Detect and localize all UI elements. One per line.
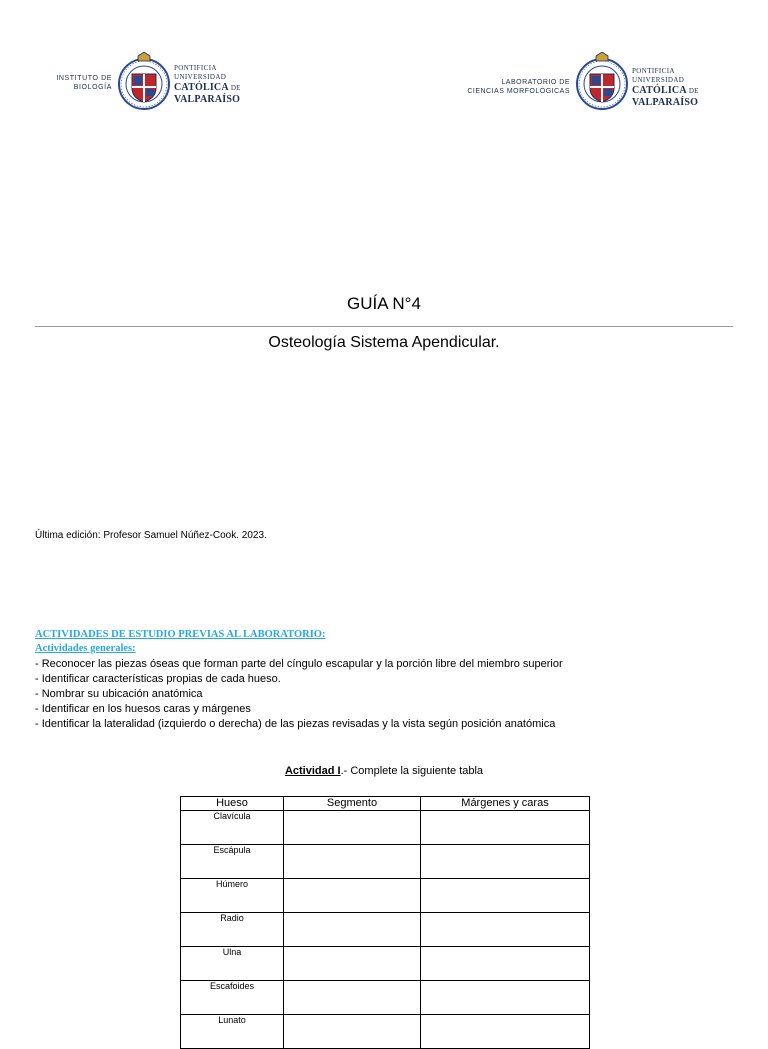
lab-name: LABORATORIO DE CIENCIAS MORFOLÓGICAS: [467, 79, 570, 95]
activity-instruction: [0, 765, 768, 777]
university-wordmark-right: PONTIFICIA UNIVERSIDAD CATÓLICA DE VALPARAÍSO: [632, 67, 699, 108]
university-seal-icon: [576, 52, 628, 112]
column-header-hueso: Hueso: [181, 797, 284, 811]
bone-name-cell: Escápula: [181, 845, 284, 879]
table-row: [181, 947, 590, 981]
university-wordmark-left: PONTIFICIA UNIVERSIDAD CATÓLICA DE VALPARAÍSO: [174, 64, 241, 105]
margins-cell[interactable]: [421, 879, 590, 913]
activity-list: [35, 657, 563, 732]
margins-cell[interactable]: [421, 947, 590, 981]
segment-cell[interactable]: [284, 1015, 421, 1049]
table-row: [181, 811, 590, 845]
list-item: - Identificar en los huesos caras y márgenes: [35, 703, 251, 715]
margins-cell[interactable]: [421, 913, 590, 947]
table-header-row: [181, 797, 590, 811]
section-subheading: Actividades generales:: [35, 643, 136, 654]
university-seal-icon: [118, 52, 170, 112]
segment-cell[interactable]: [284, 981, 421, 1015]
bone-name-cell: Húmero: [181, 879, 284, 913]
table-row: [181, 913, 590, 947]
list-item: - Identificar características propias de cada hueso.: [35, 673, 281, 685]
list-item: - Reconocer las piezas óseas que forman parte del cíngulo escapular y la porción libre del miembro superior: [35, 658, 563, 670]
segment-cell[interactable]: [284, 879, 421, 913]
table-row: [181, 981, 590, 1015]
segment-cell[interactable]: [284, 913, 421, 947]
bone-name-cell: Clavícula: [181, 811, 284, 845]
page-title: GUÍA N°4: [347, 294, 421, 313]
margins-cell[interactable]: [421, 981, 590, 1015]
table-row: [181, 845, 590, 879]
bone-name-cell: Ulna: [181, 947, 284, 981]
edition-note: Última edición: Profesor Samuel Núñez-Cook. 2023.: [35, 530, 267, 541]
title-divider: [35, 326, 733, 327]
activity-text: .- Complete la siguiente tabla: [340, 765, 484, 777]
column-header-segmento: Segmento: [284, 797, 421, 811]
margins-cell[interactable]: [421, 845, 590, 879]
margins-cell[interactable]: [421, 811, 590, 845]
bone-table: [180, 796, 590, 1049]
bone-name-cell: Radio: [181, 913, 284, 947]
segment-cell[interactable]: [284, 845, 421, 879]
bone-name-cell: Lunato: [181, 1015, 284, 1049]
segment-cell[interactable]: [284, 811, 421, 845]
bone-name-cell: Escafoides: [181, 981, 284, 1015]
section-heading: ACTIVIDADES DE ESTUDIO PREVIAS AL LABORATORIO:: [35, 629, 326, 640]
page-subtitle: Osteología Sistema Apendicular.: [268, 334, 500, 351]
activity-label: Actividad I: [284, 765, 341, 777]
table-row: [181, 1015, 590, 1049]
institute-name: INSTITUTO DE BIOLOGÍA: [56, 75, 112, 91]
column-header-margenes: Márgenes y caras: [421, 797, 590, 811]
list-item: - Nombrar su ubicación anatómica: [35, 688, 203, 700]
segment-cell[interactable]: [284, 947, 421, 981]
margins-cell[interactable]: [421, 1015, 590, 1049]
list-item: - Identificar la lateralidad (izquierdo o derecha) de las piezas revisadas y la vista según posición anatómica: [35, 718, 556, 730]
table-row: [181, 879, 590, 913]
